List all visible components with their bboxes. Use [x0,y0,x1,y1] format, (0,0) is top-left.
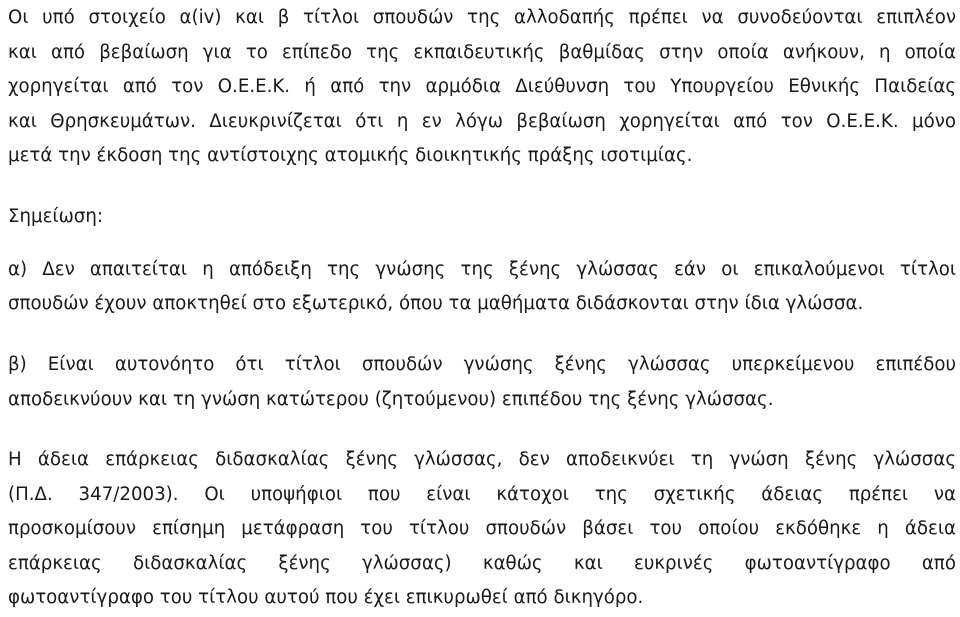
text-line: Η άδεια επάρκειας διδασκαλίας ξένης γλώσσας, δεν αποδεικνύει τη γνώση ξένης γλώσσας [8,449,956,470]
text-line: α) Δεν απαιτείται η απόδειξη της γνώσης της ξένης γλώσσας εάν οι επικαλούμενοι τίτλοι [8,259,956,280]
text-line: φωτοαντίγραφο του τίτλου αυτού που έχει επικυρωθεί από δικηγόρο. [8,587,644,608]
text-line: μετά την έκδοση της αντίστοιχης ατομικής διοικητικής πράξης ισοτιμίας. [8,145,693,166]
text-line: β) Είναι αυτονόητο ότι τίτλοι σπουδών γνώσης ξένης γλώσσας υπερκείμενου επιπέδου [8,354,956,375]
text-line: και Θρησκευμάτων. Διευκρινίζεται ότι η εν λόγω βεβαίωση χορηγείται από τον Ο.Ε.Ε.Κ. μόνο [8,111,956,132]
text-line: σπουδών έχουν αποκτηθεί στο εξωτερικό, όπου τα μαθήματα διδάσκονται στην ίδια γλώσσα. [8,293,864,314]
note-heading: Σημείωση: [8,206,103,227]
text-line: (Π.Δ. 347/2003). Οι υποψήφιοι που είναι κάτοχοι της σχετικής άδειας πρέπει να [8,484,956,505]
text-line: Οι υπό στοιχείο α(iv) και β τίτλοι σπουδών της αλλοδαπής πρέπει να συνοδεύονται επιπλέον [8,7,956,28]
text-line: επάρκειας διδασκαλίας ξένης γλώσσας) καθώς και ευκρινές φωτοαντίγραφο από [8,553,956,574]
text-line: χορηγείται από τον Ο.Ε.Ε.Κ. ή από την αρμόδια Διεύθυνση του Υπουργείου Εθνικής Παιδείας [8,76,956,97]
text-line: προσκομίσουν επίσημη μετάφραση του τίτλου σπουδών βάσει του οποίου εκδόθηκε η άδεια [8,518,956,539]
text-line: αποδεικνύουν και τη γνώση κατώτερου (ζητούμενου) επιπέδου της ξένης γλώσσας. [8,389,774,410]
text-line: και από βεβαίωση για το επίπεδο της εκπαιδευτικής βαθμίδας στην οποία ανήκουν, η οποία [8,42,956,63]
